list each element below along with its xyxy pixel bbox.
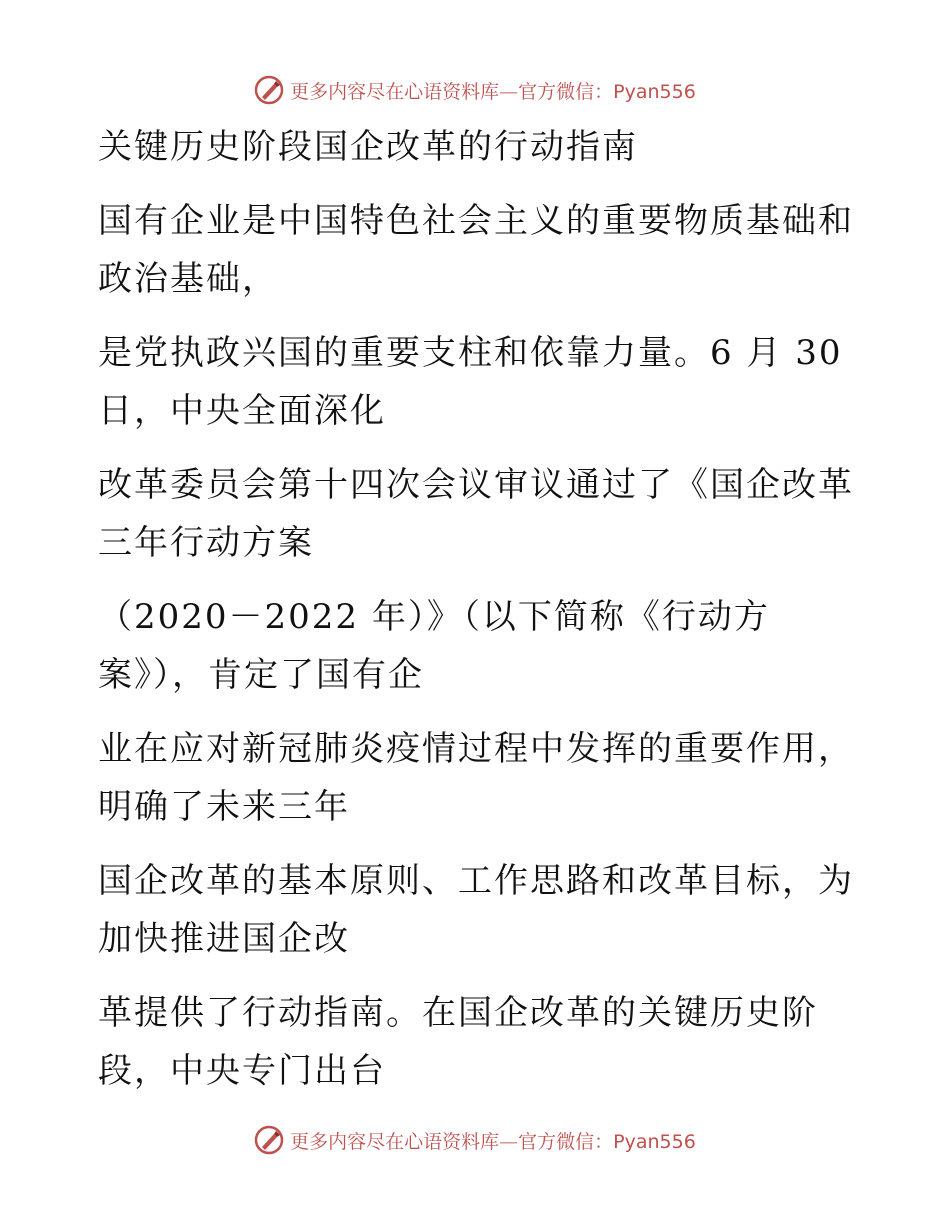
paragraph-line: 是党执政兴国的重要支柱和依靠力量。6 月 30 — [98, 333, 843, 373]
pen-seal-icon — [254, 75, 284, 105]
banner-text: 更多内容尽在心语资料库—官方微信：Pyan556 — [290, 1130, 696, 1153]
pen-seal-icon — [254, 1125, 284, 1155]
paragraph-line: 政治基础， — [98, 259, 278, 299]
paragraph-line: 改革委员会第十四次会议审议通过了《国企改革 — [98, 465, 854, 505]
paragraph-line: 加快推进国企改 — [98, 919, 350, 959]
paragraph-line: 明确了未来三年 — [98, 787, 350, 827]
paragraph-line: 段，中央专门出台 — [98, 1051, 386, 1091]
paragraph-line: 案》），肯定了国有企 — [98, 655, 424, 695]
paragraph-line: （2020－2022 年）》（以下简称《行动方 — [98, 597, 770, 637]
footer-banner — [0, 1120, 950, 1160]
paragraph-line: 日，中央全面深化 — [98, 391, 386, 431]
banner-text: 更多内容尽在心语资料库—官方微信：Pyan556 — [290, 80, 696, 103]
paragraph-line: 国企改革的基本原则、工作思路和改革目标，为 — [98, 861, 854, 901]
header-banner — [0, 70, 950, 110]
paragraph-line: 国有企业是中国特色社会主义的重要物质基础和 — [98, 201, 854, 241]
document-title: 关键历史阶段国企改革的行动指南 — [98, 127, 638, 167]
paragraph-line: 三年行动方案 — [98, 523, 314, 563]
paragraph-line: 革提供了行动指南。在国企改革的关键历史阶 — [98, 993, 818, 1033]
paragraph-line: 业在应对新冠肺炎疫情过程中发挥的重要作用， — [98, 729, 854, 769]
